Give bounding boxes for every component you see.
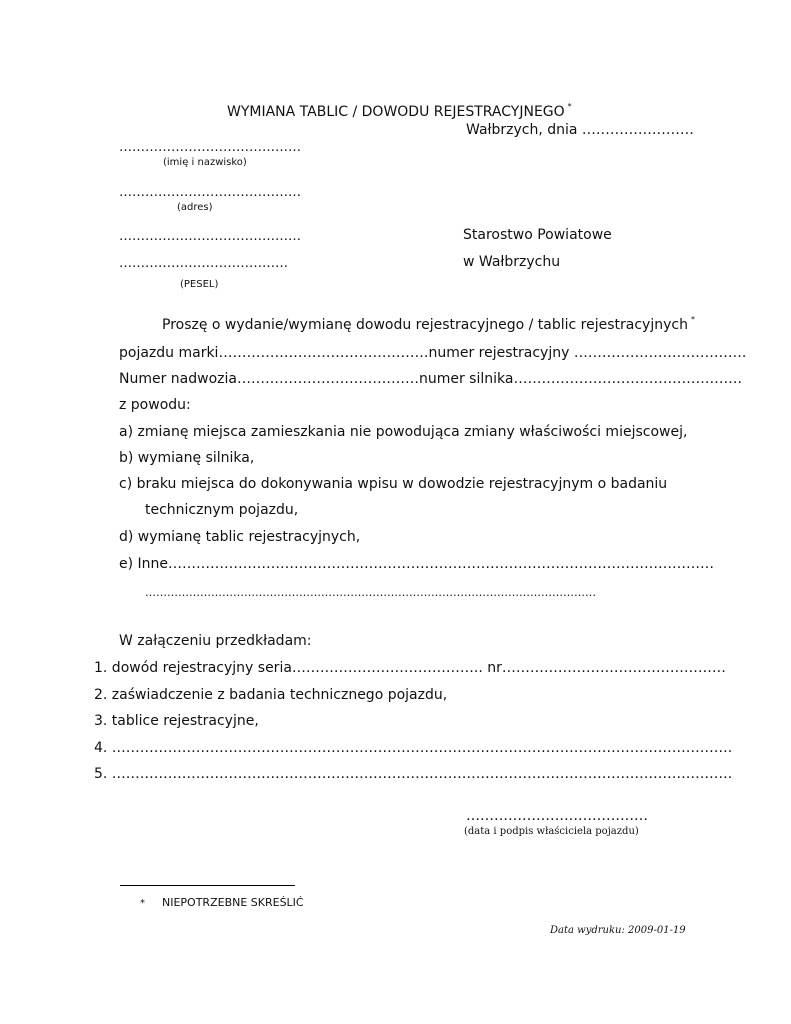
- title-footnote-mark: *: [567, 102, 572, 111]
- signature-line: …………………………………: [466, 808, 648, 824]
- vehicle-line: pojazdu marki………………………………………numer rejestracyjny ……………………………….: [119, 345, 747, 361]
- footnote-mark: *: [140, 898, 145, 909]
- reason-intro: z powodu:: [119, 397, 191, 413]
- footnote-separator: [120, 885, 295, 886]
- attachment-item-2: 2. zaświadczenie z badania technicznego pojazdu,: [94, 687, 448, 703]
- reason-e-other: e) Inne………………………………………………………………………………………………………: [119, 556, 715, 572]
- address-line: ……………………………………: [119, 185, 301, 200]
- place-date-line: Wałbrzych, dnia ……………………: [466, 122, 694, 138]
- reason-b: b) wymianę silnika,: [119, 450, 255, 466]
- print-date: Data wydruku: 2009-01-19: [550, 925, 686, 936]
- document-title: WYMIANA TABLIC / DOWODU REJESTRACYJNEGO *: [227, 102, 572, 120]
- attachment-item-5: 5. …………………………………………………………………………………………………………………….: [94, 766, 733, 782]
- footnote-text: NIEPOTRZEBNE SKREŚLIĆ: [162, 896, 304, 909]
- address-line-2: ……………………………………: [119, 229, 301, 244]
- name-caption: (imię i nazwisko): [163, 157, 247, 168]
- name-line: ……………………………………: [119, 140, 301, 155]
- vin-engine-line: Numer nadwozia…………………………………numer silnika………………………………………….: [119, 371, 742, 387]
- reason-a: a) zmianę miejsca zamieszkania nie powodująca zmiany właściwości miejscowej,: [119, 424, 688, 440]
- recipient-line-2: w Wałbrzychu: [463, 254, 561, 270]
- recipient-line-1: Starostwo Powiatowe: [463, 227, 612, 243]
- attachment-item-3: 3. tablice rejestracyjne,: [94, 713, 259, 729]
- signature-caption: (data i podpis właściciela pojazdu): [464, 826, 639, 837]
- request-footnote-mark: *: [690, 315, 695, 324]
- request-text: Proszę o wydanie/wymianę dowodu rejestracyjnego / tablic rejestracyjnych *: [162, 315, 695, 333]
- reason-c: c) braku miejsca do dokonywania wpisu w dowodzie rejestracyjnym o badaniu: [119, 476, 668, 492]
- reason-e-continued: ……………………………………………………………………………………………………………: [145, 586, 596, 599]
- pesel-line: …………………………………: [119, 256, 288, 271]
- reason-d: d) wymianę tablic rejestracyjnych,: [119, 529, 361, 545]
- attachment-item-1: 1. dowód rejestracyjny seria………………………………….. nr…………………………………………: [94, 660, 726, 676]
- attachments-intro: W załączeniu przedkładam:: [119, 633, 312, 649]
- address-caption: (adres): [177, 202, 213, 213]
- reason-c-continued: technicznym pojazdu,: [145, 502, 299, 518]
- pesel-caption: (PESEL): [180, 279, 219, 290]
- attachment-item-4: 4. …………………………………………………………………………………………………………………….: [94, 740, 733, 756]
